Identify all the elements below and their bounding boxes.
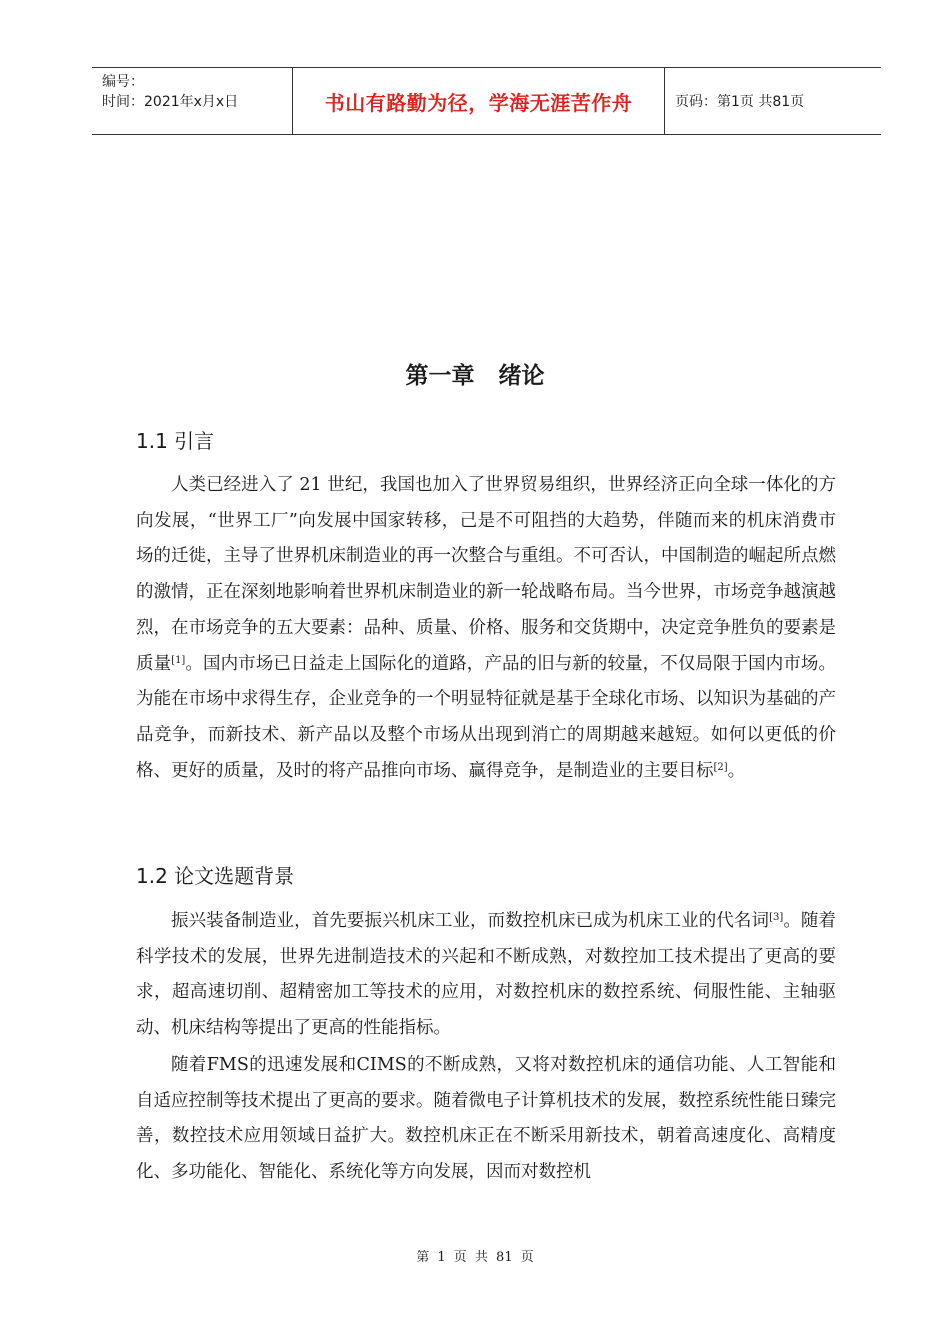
paragraph-text: 。国内市场已日益走上国际化的道路，产品的旧与新的较量，不仅局限于国内市场。为能在市场中求得生存，企业竞争的一个明显特征就是基于全球化市场、以知识为基础的产品竞争，而新技术、新产品以及整个市场从出现到消亡的周期越来越短。如何以更低的价格、更好的质量，及时的将产品推向市场、赢得竞争，是制造业的主要目标 — [136, 653, 836, 781]
section-title-1-1: 1.1 引言 — [136, 429, 215, 453]
paragraph-background-1 — [136, 904, 836, 1047]
header-motto: 书山有路勤为径，学海无涯苦作舟 — [293, 68, 665, 134]
reference-1: [1] — [171, 654, 186, 666]
paragraph-text: 振兴装备制造业，首先要振兴机床工业，而数控机床已成为机床工业的代名词 — [171, 911, 770, 931]
chapter-title: 第一章 绪论 — [405, 363, 545, 389]
time-label: 时间：2021年x月x日 — [102, 94, 239, 110]
header-meta — [92, 68, 293, 134]
paragraph-intro — [136, 468, 836, 789]
paragraph-text: 人类已经进入了 21 世纪，我国也加入了世界贸易组织，世界经济正向全球一体化的方向发展，“世界工厂”向发展中国家转移，己是不可阻挡的大趋势，伴随而来的机床消费市场的迁徙，主导了世界机床制造业的再一次整合与重组。不可否认，中国制造的崛起所点燃的激情，正在深刻地影响着世界机床制造业的新一轮战略布局。当今世界，市场竞争越演越烈，在市场竞争的五大要素：品种、质量、价格、服务和交货期中，决定竞争胜负的要素是质量 — [136, 475, 836, 674]
page-header — [92, 67, 881, 135]
paragraph-text: 。随着科学技术的发展，世界先进制造技术的兴起和不断成熟，对数控加工技术提出了更高的要求，超高速切削、超精密加工等技术的应用，对数控机床的数控系统、伺服性能、主轴驱动、机床结构等提出了更高的性能指标。 — [136, 911, 837, 1039]
reference-3: [3] — [769, 912, 784, 923]
reference-2: [2] — [713, 761, 728, 773]
paragraph-text: 。 — [727, 760, 746, 781]
paragraph-background-2: 随着FMS的迅速发展和CIMS的不断成熟，又将对数控机床的通信功能、人工智能和自适应控制等技术提出了更高的要求。随着微电子计算机技术的发展，数控系统性能日臻完善，数控技术应用领域日益扩大。数控机床正在不断采用新技术，朝着高速度化、高精度化、多功能化、智能化、系统化等方向发展，因而对数控机 — [136, 1055, 836, 1183]
header-page-number: 页码：第1页 共81页 — [675, 94, 805, 110]
page-footer: 第 1 页 共 81 页 — [416, 1250, 534, 1265]
serial-number-label: 编号： — [102, 74, 144, 90]
section-title-1-2: 1.2 论文选题背景 — [136, 864, 295, 888]
